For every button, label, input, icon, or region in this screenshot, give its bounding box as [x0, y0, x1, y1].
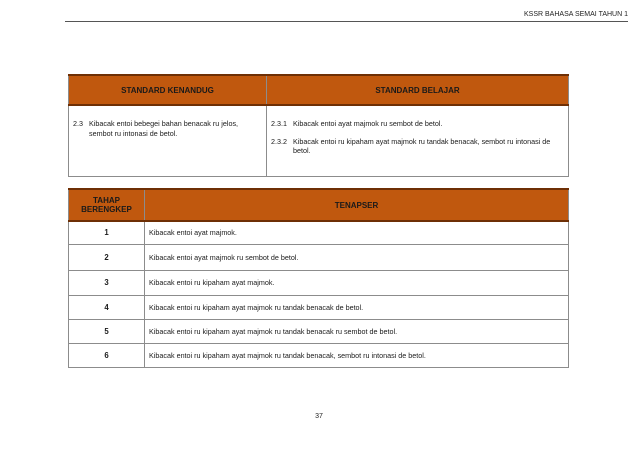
level-cell: 6	[69, 343, 145, 367]
standard-belajar-text: Kibacak entoi ayat majmok ru sembot de betol.	[293, 119, 443, 128]
level-cell: 3	[69, 270, 145, 295]
standard-belajar-item	[267, 137, 568, 156]
level-cell: 5	[69, 319, 145, 343]
level-cell: 4	[69, 295, 145, 319]
description-cell: Kibacak entoi ru kipaham ayat majmok ru tandak benacak, sembot ru intonasi de betol.	[145, 343, 569, 367]
standards-table	[68, 74, 569, 177]
description-cell: Kibacak entoi ayat majmok ru sembot de betol.	[145, 244, 569, 270]
description-cell: Kibacak entoi ru kipaham ayat majmok ru tandak benacak ru sembot de betol.	[145, 319, 569, 343]
tenapser-header: TENAPSER	[145, 189, 569, 221]
table-row	[69, 319, 569, 343]
standard-belajar-cell	[267, 105, 569, 177]
standard-belajar-text: Kibacak entoi ru kipaham ayat majmok ru tandak benacak, sembot ru intonasi de betol.	[293, 136, 551, 155]
standard-kenandug-text: Kibacak entoi bebegei bahan benacak ru jelos, sembot ru intonasi de betol.	[89, 119, 239, 138]
description-cell: Kibacak entoi ru kipaham ayat majmok.	[145, 270, 569, 295]
table-row	[69, 295, 569, 319]
table-row	[69, 343, 569, 367]
level-cell: 2	[69, 244, 145, 270]
page-number: 37	[315, 413, 323, 420]
standard-kenandug-header: STANDARD KENANDUG	[69, 75, 267, 105]
standard-kenandug-cell	[69, 105, 267, 177]
description-cell: Kibacak entoi ru kipaham ayat majmok ru tandak benacak de betol.	[145, 295, 569, 319]
table-row	[69, 244, 569, 270]
table-row	[69, 221, 569, 244]
description-cell: Kibacak entoi ayat majmok.	[145, 221, 569, 244]
tahap-berengkep-header: TAHAP BERENGKEP	[69, 189, 145, 221]
header-rule	[65, 21, 628, 22]
performance-table	[68, 188, 569, 368]
running-header: KSSR BAHASA SEMAI TAHUN 1	[524, 11, 628, 18]
standard-belajar-item	[267, 119, 568, 129]
standard-belajar-number: 2.3.1	[271, 119, 287, 128]
standard-belajar-number: 2.3.2	[271, 136, 287, 146]
table-row	[69, 270, 569, 295]
standard-kenandug-number: 2.3	[73, 119, 83, 128]
level-cell: 1	[69, 221, 145, 244]
standard-belajar-header: STANDARD BELAJAR	[267, 75, 569, 105]
